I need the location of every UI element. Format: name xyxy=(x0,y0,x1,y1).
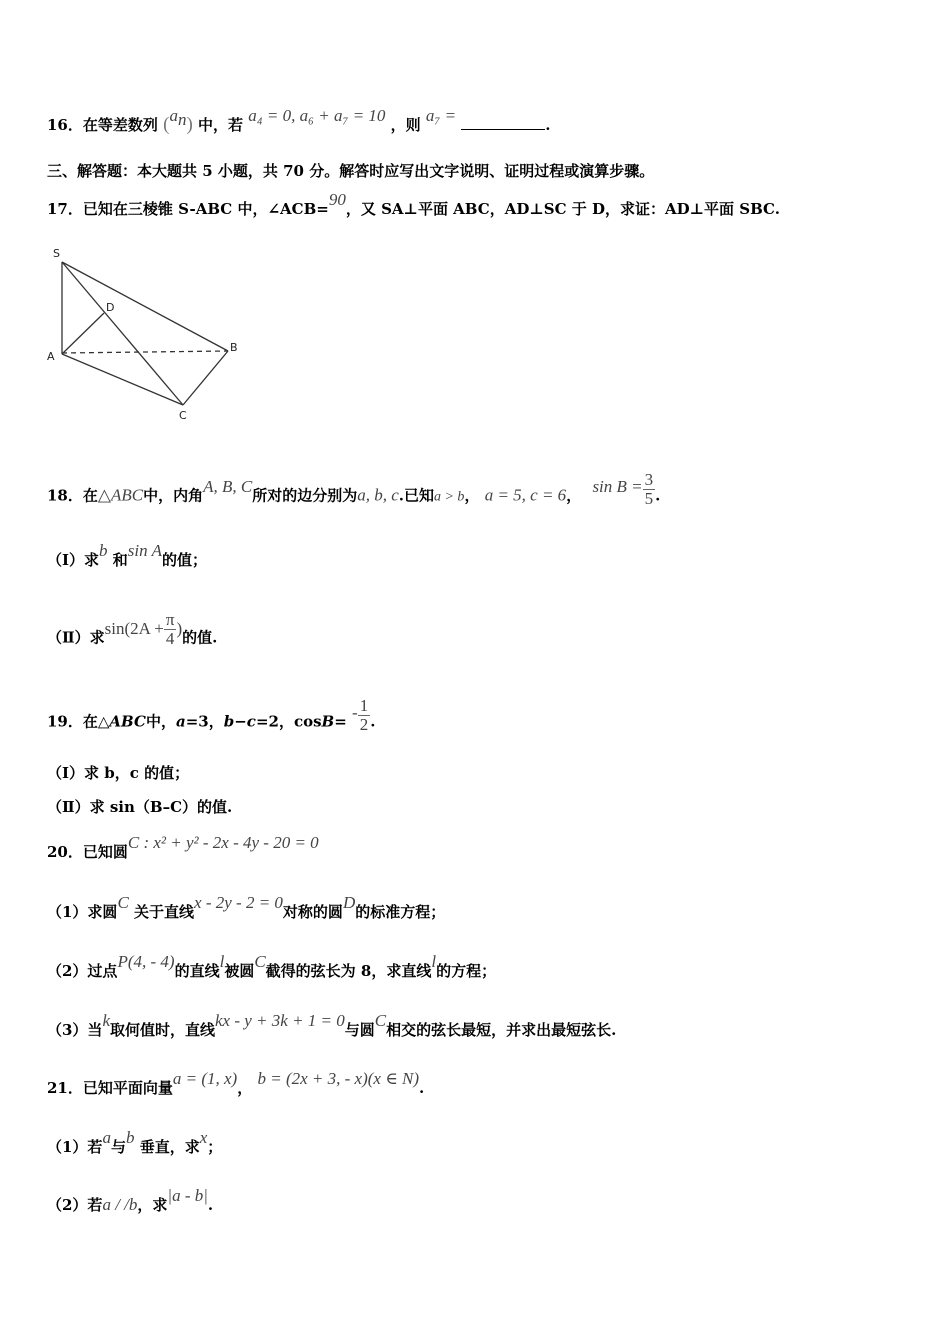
segment-AD xyxy=(62,313,104,354)
question-21-part-1: （1）若a与b 垂直，求x； xyxy=(47,1128,223,1156)
label-A: A xyxy=(47,350,55,363)
section-header: 三、解答题：本大题共 5 小题，共 70 分。解答时应写出文字说明、证明过程或演算步骤。 xyxy=(47,162,655,180)
q16-ask: a₇ = xyxy=(425,106,457,125)
q16-condition: a₄ = 0, a₆ + a₇ = 10 xyxy=(248,106,386,125)
question-20-part-3: （3）当k取何值时，直线kx - y + 3k + 1 = 0与圆C相交的弦长最短，并求出最短弦长. xyxy=(47,1011,617,1039)
circle-equation: C : x² + y² - 2x - 4y - 20 = 0 xyxy=(127,833,319,852)
question-17: 17．已知在三棱锥 S-ABC 中，∠ACB=90，又 SA⊥平面 ABC，AD⊥SC 于 D，求证：AD⊥平面 SBC. xyxy=(47,190,780,218)
pyramid-figure xyxy=(40,240,250,425)
label-D: D xyxy=(106,301,115,314)
question-20-part-2: （2）过点P(4, - 4)的直线l被圆C截得的弦长为 8，求直线l的方程； xyxy=(47,952,497,980)
question-19: 19．在△ABC中，a=3，b−c=2，cosB= - $\frac{1}{2}$ . xyxy=(47,696,376,734)
question-21-part-2: （2）若a / /b，求|a - b|. xyxy=(47,1186,214,1214)
fraction-3-5: $\frac{3}{5}$ xyxy=(644,470,654,508)
sequence-symbol: a xyxy=(169,106,178,125)
question-18-part-2: （Ⅱ）求sin(2A + $\frac{\pi}{4}$ )的值. xyxy=(47,610,218,648)
label-C: C xyxy=(179,409,187,422)
fraction-pi-4: $\frac{\pi}{4}$ xyxy=(165,610,175,648)
edge-AB-hidden xyxy=(62,351,228,353)
edge-AC xyxy=(62,354,183,405)
question-20: 20．已知圆C : x² + y² - 2x - 4y - 20 = 0 xyxy=(47,833,319,861)
answer-blank[interactable] xyxy=(461,115,545,130)
question-19-part-1: （Ⅰ）求 b，c 的值； xyxy=(47,764,190,782)
edge-SB xyxy=(62,262,228,351)
angle-value: 90 xyxy=(328,190,346,209)
question-20-part-1: （1）求圆C 关于直线x - 2y - 2 = 0对称的圆D的标准方程； xyxy=(47,893,446,921)
label-B: B xyxy=(230,341,238,354)
question-21: 21．已知平面向量a = (1, x)， b = (2x + 3, - x)(x ∈ N). xyxy=(47,1069,425,1097)
sequence-brace: ( xyxy=(163,114,170,135)
question-19-part-2: （Ⅱ）求 sin（B–C）的值. xyxy=(47,798,233,816)
label-S: S xyxy=(53,247,60,260)
edge-BC xyxy=(183,351,228,405)
question-16: 16．在等差数列 $(a_n)$ 中，若 a₄ = 0, a₆ + a₇ = 10 ，则 a₇ = . xyxy=(47,106,551,135)
fraction-1-2: $\frac{1}{2}$ xyxy=(359,696,369,734)
question-18: 18．在△ABC中，内角A, B, C所对的边分别为a, b, c.已知a > b， a = 5, c = 6， sin B = $\frac{3}{5}$ . xyxy=(47,470,661,508)
question-18-part-1: （Ⅰ）求b 和sin A的值； xyxy=(47,541,207,569)
edge-SC xyxy=(62,262,183,405)
